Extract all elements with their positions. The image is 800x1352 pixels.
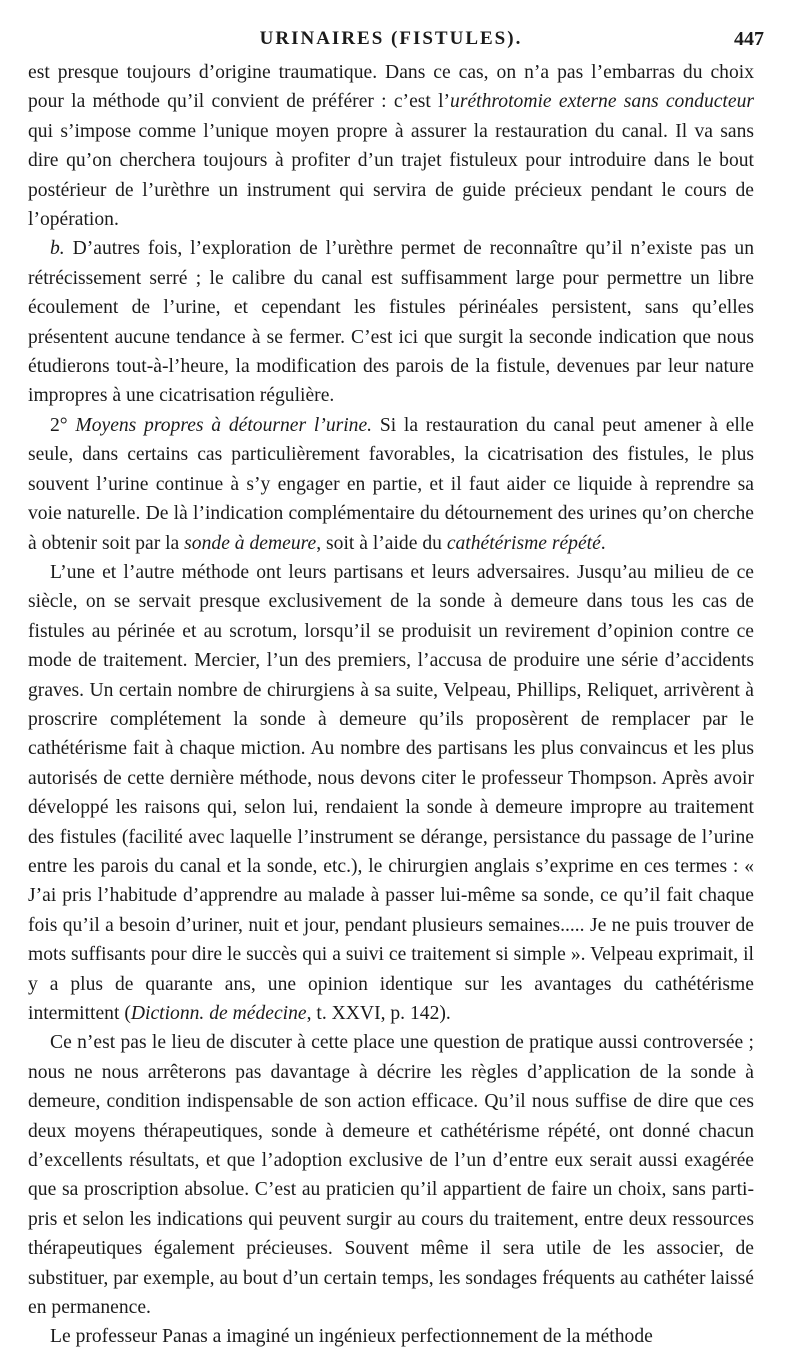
body-text [28, 58, 754, 1352]
italic-text: sonde à demeure [184, 532, 317, 554]
text-run: 2° [50, 414, 76, 436]
italic-text: Moyens propres à détourner l’urine. [75, 414, 373, 436]
text-run: qui s’impose comme l’unique moyen propre à assurer la restauration du canal. Il va sans dire qu’on cherchera toujours à profiter d’un trajet fistuleux pour introduire dans le bout postérieur de l’urèthre un instrument qui servira de guide précieux pendant le cours de l’opération. [28, 120, 754, 231]
italic-text: b. [50, 238, 65, 260]
italic-text: Dictionn. de médecine [130, 1003, 307, 1024]
paragraph [28, 1322, 754, 1351]
text-run: , soit à l’aide du [316, 532, 447, 554]
paragraph [28, 58, 754, 234]
page-header [28, 28, 764, 54]
running-title: URINAIRES (FISTULES). [259, 28, 523, 49]
text-run: Si la restauration du canal peut amener à elle seule, dans certains cas particulièrement favorables, la cicatrisation des fistules, le plus souvent l’urine continue à s’y engager en partie, et il faut aider ce liquide à reprendre sa voie naturelle. De là l’indication complémentaire du détournement des urines qu’on cherche à obtenir soit par la [28, 414, 754, 554]
text-run: est presque toujours d’origine traumatique. Dans ce cas, on n’a pas l’embarras du choix pour la méthode qu’il convient de préférer : c’est l’ [28, 62, 754, 113]
paragraph [28, 558, 754, 1029]
text-run: Ce n’est pas le lieu de discuter à cette place une question de pratique aussi controversée ; nous ne nous arrêterons pas davantage à décrire les règles d’application de la sonde à demeure, condition indispensable de son action efficace. Qu’il nous suffise de dire que ces deux moyens thérapeutiques, sonde à demeure et cathétérisme répété, ont donné chacun d’excellents résultats, et que l’adoption exclusive de l’un d’entre eux serait aussi exagérée que sa proscription absolue. C’est au praticien qu’il appartient de faire un choix, sans parti-pris et selon les indications qui peuvent surgir au cours du traitement, entre deux ressources thérapeutiques également précieuses. Souvent même il sera utile de les associer, de substituer, par exemple, au bout d’un certain temps, les sondages fréquents au cathéter laissé en permanence. [28, 1032, 754, 1319]
page-number: 447 [734, 28, 764, 50]
paragraph [28, 1028, 754, 1322]
text-run: , t. XXVI, p. 142). [306, 1003, 451, 1024]
text-run: . [600, 532, 606, 554]
text-run: D’autres fois, l’exploration de l’urèthre permet de reconnaître qu’il n’existe pas un rétrécissement serré ; le calibre du canal est suffisamment large pour permettre un libre écoulement de l’urine, et cependant les fistules périnéales persistent, sans qu’elles présentent aucune tendance à se fermer. C’est ici que surgit la seconde indication que nous étudierons tout-à-l’heure, la modification des parois de la fistule, devenues par leur nature impropres à une cicatrisation régulière. [28, 238, 754, 407]
text-run: Le professeur Panas a imaginé un ingénieux perfectionnement de la méthode [50, 1326, 653, 1348]
paragraph [28, 411, 754, 558]
italic-text: cathétérisme répété [446, 532, 601, 554]
text-run: L’une et l’autre méthode ont leurs partisans et leurs adversaires. Jusqu’au milieu de ce siècle, on se servait presque exclusivement de la sonde à demeure dans tous les cas de fistules au périnée et au scrotum, lorsqu’il se produisit un revirement d’opinion contre ce mode de traitement. Mercier, l’un des premiers, l’accusa de produire une série d’accidents graves. Un certain nombre de chirurgiens à sa suite, Velpeau, Phillips, Reliquet, arrivèrent à proscrire complétement la sonde à demeure qu’ils proposèrent de remplacer par le cathétérisme fait à chaque miction. Au nombre des partisans les plus convaincus et les plus autorisés de cette dernière méthode, nous devons citer le professeur Thompson. Après avoir développé les raisons qui, selon lui, rendaient la sonde à demeure impropre au traitement des fistules (facilité avec laquelle l’instrument se dérange, persistance du passage de l’urine entre les parois du canal et la sonde, etc.), le chirurgien anglais s’exprime en ces termes : « J’ai pris l’habitude d’apprendre au malade à passer lui-même sa sonde, ce qu’il fait chaque fois qu’il a besoin d’uriner, nuit et jour, pendant plusieurs semaines..... Je ne puis trouver de mots suffisants pour dire le succès qui a suivi ce traitement si simple ». Velpeau exprimait, il y a plus de quarante ans, une opinion identique sur les avantages du cathétérisme intermittent ( [28, 561, 754, 1024]
italic-text: uréthrotomie externe sans conducteur [450, 91, 754, 113]
paragraph [28, 234, 754, 410]
